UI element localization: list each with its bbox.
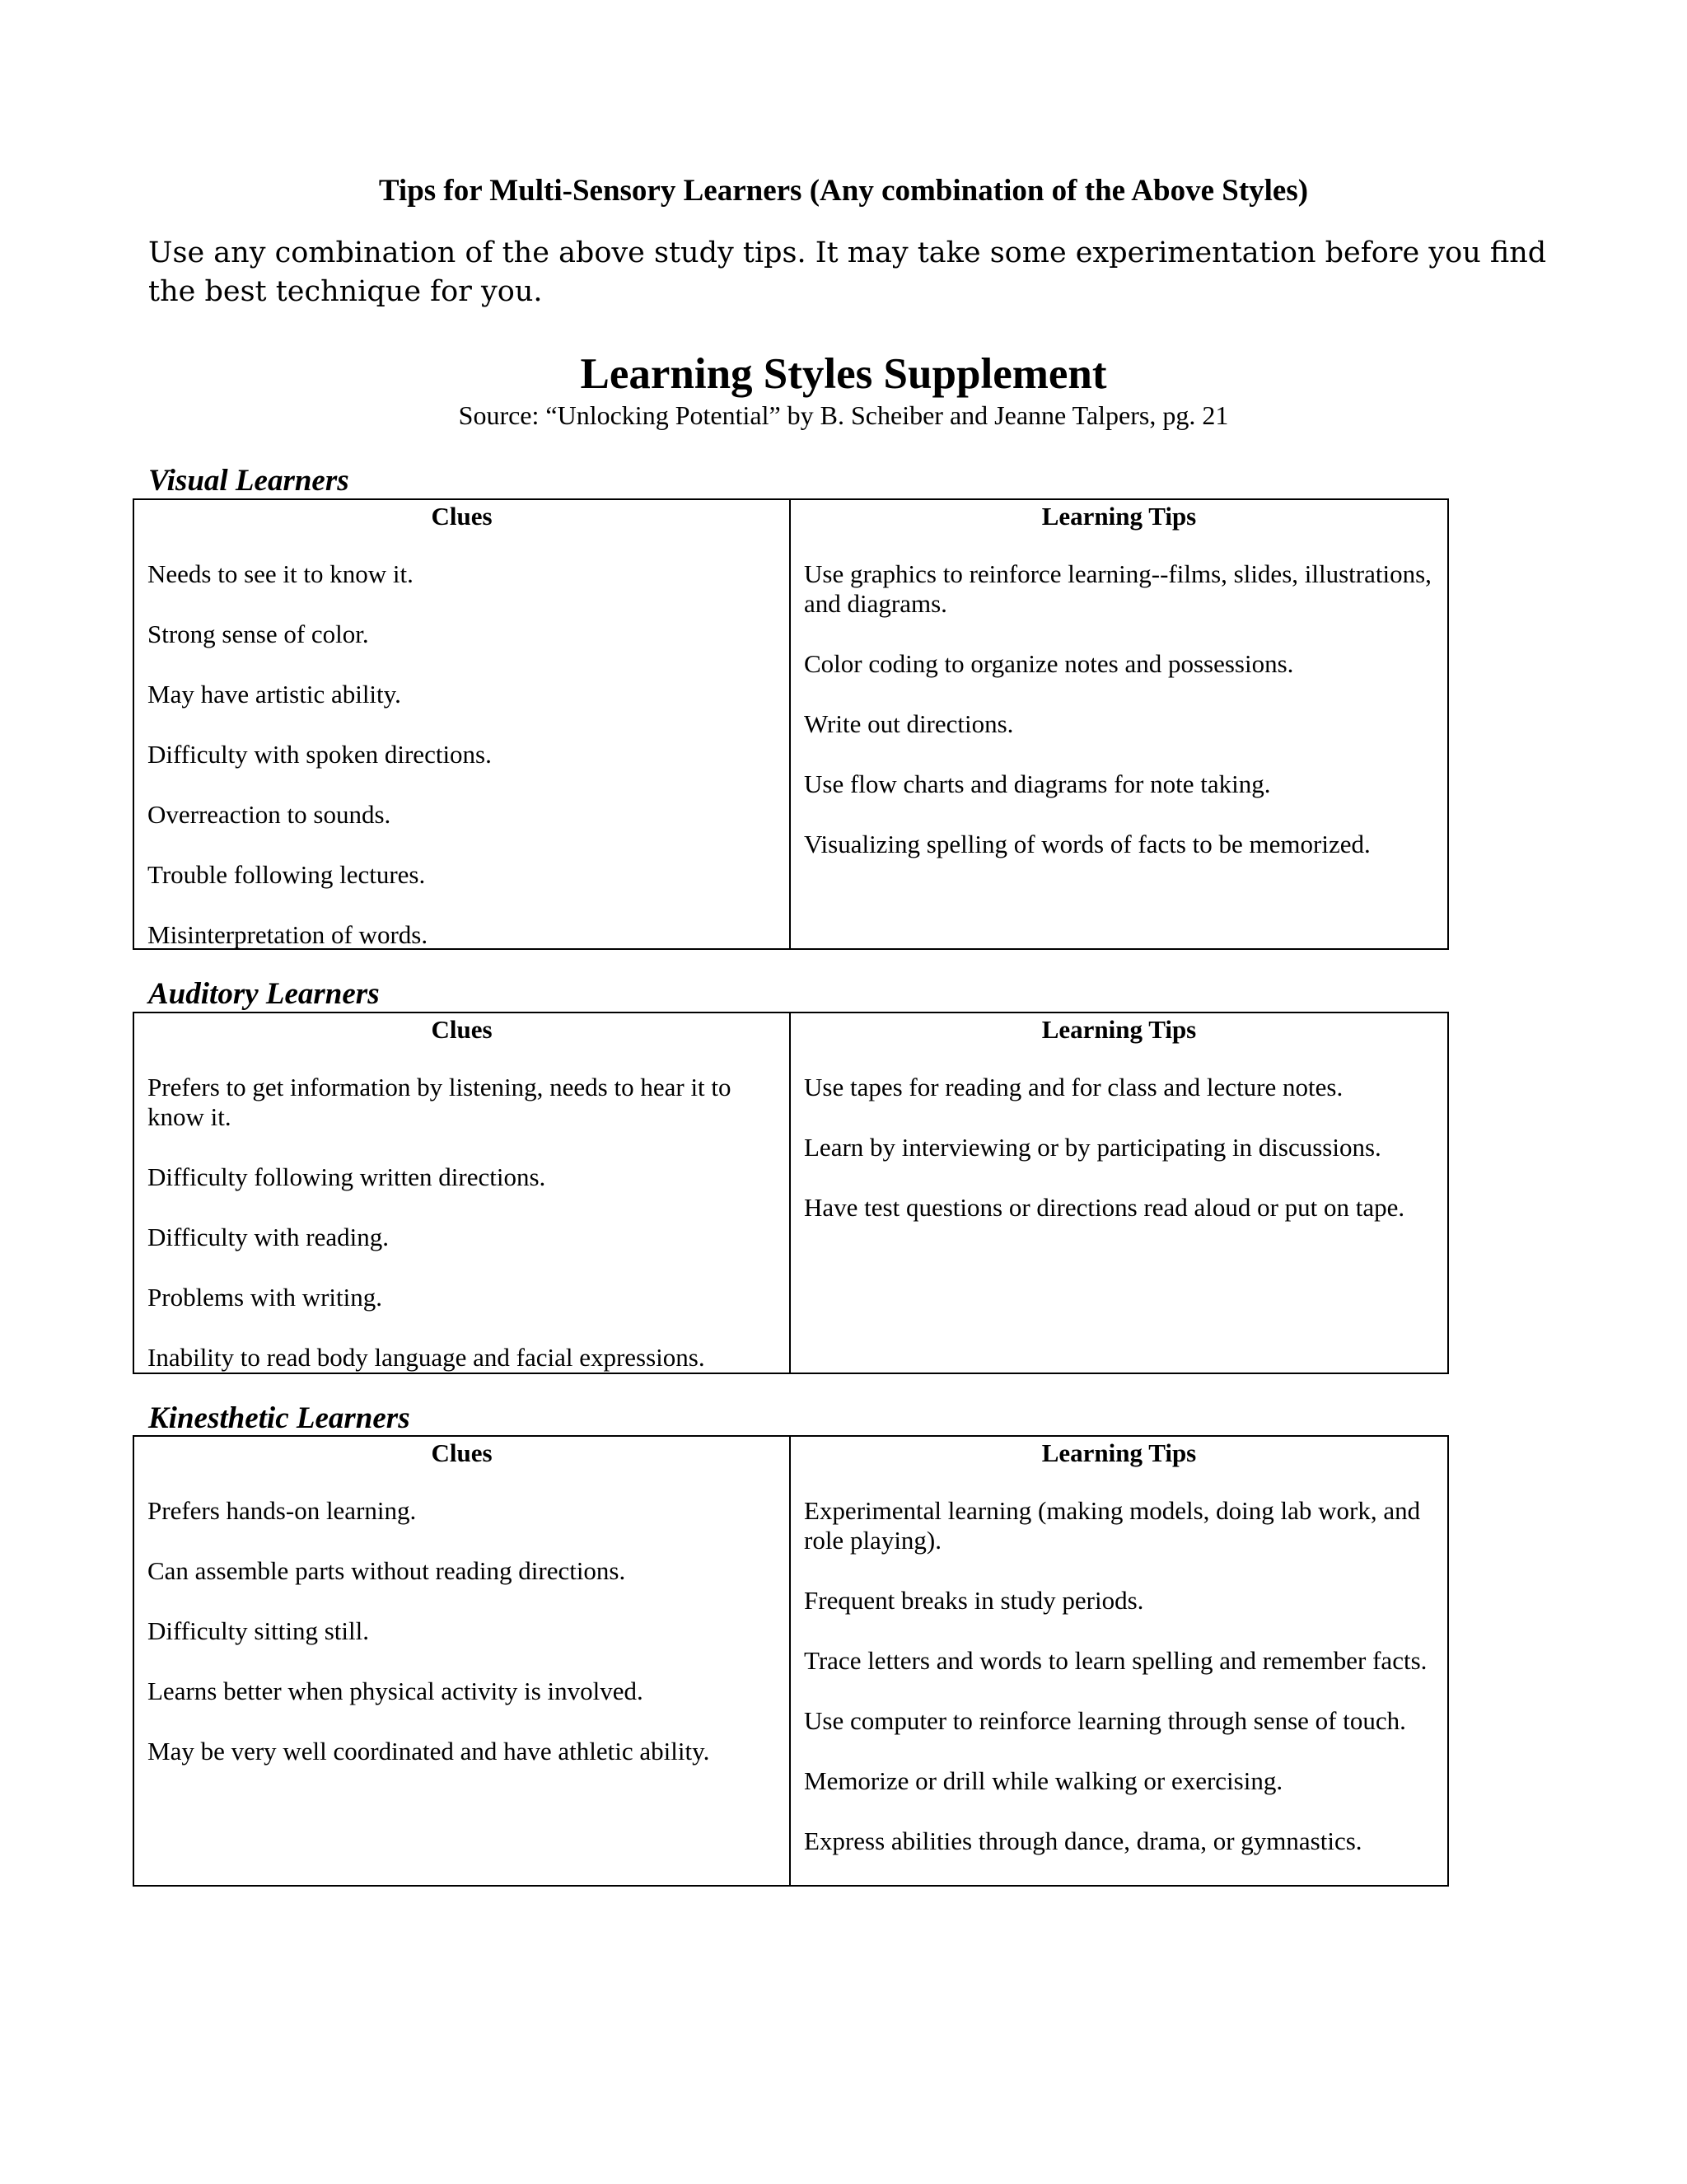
- tip-item: Have test questions or directions read aloud or put on tape.: [804, 1193, 1405, 1222]
- clues-header: Clues: [431, 1015, 493, 1044]
- auditory-learners-heading: Auditory Learners: [148, 977, 380, 1011]
- tip-item: Color coding to organize notes and possessions.: [804, 649, 1294, 678]
- clue-item: Prefers to get information by listening, needs to hear it to know it.: [147, 1073, 731, 1131]
- learning-tips-column: [791, 1013, 1447, 1373]
- clue-item: Problems with writing.: [147, 1283, 383, 1312]
- clues-column: [134, 1013, 791, 1373]
- multi-sensory-title: Tips for Multi-Sensory Learners (Any combination of the Above Styles): [378, 174, 1309, 208]
- auditory-learners-table: [133, 1012, 1449, 1374]
- tip-item: Write out directions.: [804, 709, 1014, 738]
- clue-item: Strong sense of color.: [147, 620, 369, 648]
- clue-item: Misinterpretation of words.: [147, 920, 428, 949]
- tip-item: Visualizing spelling of words of facts to be memorized.: [804, 830, 1371, 858]
- clue-item: Prefers hands-on learning.: [147, 1496, 417, 1525]
- kinesthetic-learners-heading: Kinesthetic Learners: [148, 1401, 410, 1435]
- visual-learners-table: [133, 498, 1449, 950]
- learning-tips-header: Learning Tips: [1041, 502, 1197, 531]
- multi-sensory-body: Use any combination of the above study tips. It may take some experimentation before you find the best technique for you.: [148, 236, 1547, 308]
- clue-item: Overreaction to sounds.: [147, 800, 391, 829]
- tip-item: Use computer to reinforce learning through sense of touch.: [804, 1706, 1406, 1735]
- learning-tips-header: Learning Tips: [1041, 1015, 1197, 1044]
- tip-item: Learn by interviewing or by participating in discussions.: [804, 1133, 1381, 1162]
- clue-item: May be very well coordinated and have athletic ability.: [147, 1737, 710, 1765]
- clues-column: [134, 500, 791, 948]
- tip-item: Use tapes for reading and for class and lecture notes.: [804, 1073, 1344, 1101]
- tip-item: Experimental learning (making models, doing lab work, and role playing).: [804, 1496, 1421, 1555]
- clue-item: Difficulty with spoken directions.: [147, 740, 492, 769]
- tip-item: Frequent breaks in study periods.: [804, 1586, 1144, 1615]
- learning-tips-column: [791, 1437, 1447, 1885]
- supplement-source: Source: “Unlocking Potential” by B. Scheiber and Jeanne Talpers, pg. 21: [458, 400, 1229, 430]
- clue-item: Needs to see it to know it.: [147, 559, 414, 588]
- clue-item: Trouble following lectures.: [147, 860, 426, 889]
- tip-item: Trace letters and words to learn spelling and remember facts.: [804, 1646, 1428, 1675]
- clue-item: Difficulty following written directions.: [147, 1162, 546, 1191]
- clue-item: Difficulty sitting still.: [147, 1616, 369, 1645]
- clue-item: Inability to read body language and facial expressions.: [147, 1343, 705, 1372]
- tip-item: Use flow charts and diagrams for note taking.: [804, 769, 1271, 798]
- clue-item: Can assemble parts without reading directions.: [147, 1556, 626, 1585]
- clue-item: May have artistic ability.: [147, 680, 401, 709]
- kinesthetic-learners-table: [133, 1435, 1449, 1887]
- tip-item: Express abilities through dance, drama, or gymnastics.: [804, 1826, 1362, 1855]
- tip-item: Use graphics to reinforce learning--films, slides, illustrations, and diagrams.: [804, 559, 1432, 618]
- learning-tips-column: [791, 500, 1447, 948]
- clues-column: [134, 1437, 791, 1885]
- clue-item: Difficulty with reading.: [147, 1223, 390, 1251]
- visual-learners-heading: Visual Learners: [148, 464, 349, 498]
- supplement-title: Learning Styles Supplement: [580, 350, 1107, 398]
- tip-item: Memorize or drill while walking or exercising.: [804, 1766, 1283, 1795]
- clues-header: Clues: [431, 502, 493, 531]
- learning-tips-header: Learning Tips: [1041, 1438, 1197, 1467]
- clue-item: Learns better when physical activity is involved.: [147, 1677, 643, 1705]
- clues-header: Clues: [431, 1438, 493, 1467]
